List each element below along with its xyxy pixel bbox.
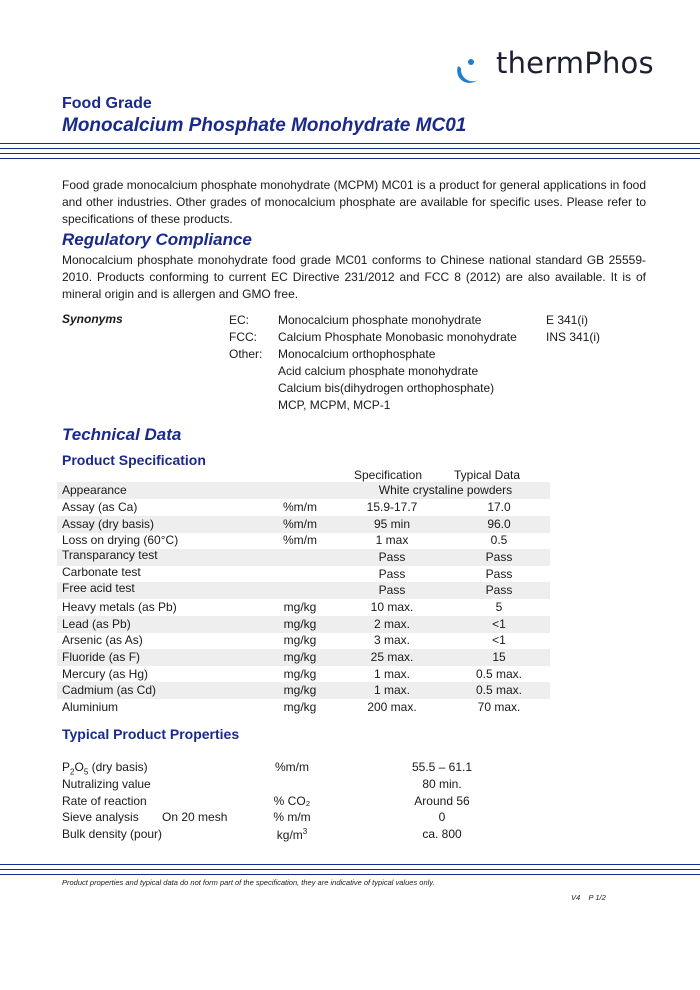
spec-limit: Pass <box>378 583 406 597</box>
spec-typical: 0.5 <box>490 533 508 547</box>
product-title: Monocalcium Phosphate Monohydrate MC01 <box>62 115 467 136</box>
property-unit: % m/m <box>273 810 311 824</box>
spec-unit: mg/kg <box>283 633 317 647</box>
spec-limit: 1 max <box>375 533 409 547</box>
header-rule <box>0 158 700 159</box>
technical-heading: Technical Data <box>62 425 182 444</box>
spec-name: Appearance <box>62 483 127 497</box>
spec-heading: Product Specification <box>62 452 206 468</box>
synonym-code: E 341(i) <box>546 313 589 327</box>
spec-name: Lead (as Pb) <box>62 617 131 631</box>
spec-typical: 15 <box>492 650 506 664</box>
table-row <box>57 516 550 533</box>
property-name: Rate of reaction <box>62 794 147 808</box>
footnote: Product properties and typical data do not form part of the specification, they are indicative of typical values only. <box>62 878 435 887</box>
synonym-row <box>0 313 700 330</box>
synonym-row <box>0 381 700 398</box>
spec-typical: 5 <box>495 600 503 614</box>
spec-limit: 2 max. <box>373 617 410 631</box>
spec-name: Mercury (as Hg) <box>62 667 149 681</box>
property-name: Nutralizing value <box>62 777 151 791</box>
property-unit: % CO₂ <box>273 794 311 808</box>
synonym-code: INS 341(i) <box>546 330 601 344</box>
synonym-row <box>0 364 700 381</box>
table-row <box>57 532 550 549</box>
column-header-specification: Specification <box>353 468 423 482</box>
spec-name: Transparancy test <box>62 548 158 562</box>
table-row <box>57 699 550 716</box>
spec-limit: Pass <box>378 550 406 564</box>
property-row <box>62 760 662 777</box>
spec-row-appearance <box>57 482 550 499</box>
spec-name: Carbonate test <box>62 565 141 579</box>
spec-limit: 3 max. <box>373 633 410 647</box>
spec-name: Free acid test <box>62 581 135 595</box>
spec-unit: mg/kg <box>283 600 317 614</box>
table-row <box>57 632 550 649</box>
category-heading: Food Grade <box>62 95 152 112</box>
spec-unit: mg/kg <box>283 683 317 697</box>
table-row <box>57 549 550 566</box>
header-rule <box>0 143 700 144</box>
version-page-number: V4 P 1/2 <box>571 893 606 902</box>
property-row <box>62 827 662 844</box>
table-row <box>57 616 550 633</box>
table-row <box>57 649 550 666</box>
spec-unit: %m/m <box>283 500 317 514</box>
footer-rule <box>0 869 700 870</box>
spec-limit: 200 max. <box>367 700 417 714</box>
synonym-key: Other: <box>229 347 263 361</box>
property-value: 55.5 – 61.1 <box>411 760 473 774</box>
spec-unit: mg/kg <box>283 667 317 681</box>
table-row <box>57 599 550 616</box>
spec-name: Arsenic (as As) <box>62 633 143 647</box>
spec-typical: 17.0 <box>487 500 511 514</box>
property-value: 0 <box>438 810 446 824</box>
spec-limit: 25 max. <box>370 650 414 664</box>
spec-name: Cadmium (as Cd) <box>62 683 157 697</box>
logo-wordmark: thermPhos <box>496 46 654 80</box>
table-row <box>57 682 550 699</box>
synonym-name: MCP, MCPM, MCP-1 <box>278 398 391 412</box>
spec-typical: 0.5 max. <box>475 683 523 697</box>
synonyms-label: Synonyms <box>62 312 123 326</box>
spec-unit: %m/m <box>283 517 317 531</box>
spec-limit: 1 max. <box>373 683 410 697</box>
spec-name: Assay (as Ca) <box>62 500 138 514</box>
spec-typical: <1 <box>492 617 506 631</box>
synonym-row <box>0 398 700 415</box>
properties-heading: Typical Product Properties <box>62 726 240 742</box>
synonym-key: EC: <box>229 313 250 327</box>
spec-unit: mg/kg <box>283 700 317 714</box>
property-name: Sieve analysis <box>62 810 139 824</box>
property-value: ca. 800 <box>422 827 462 841</box>
property-subname: On 20 mesh <box>162 810 228 824</box>
property-row <box>62 794 662 811</box>
spec-name: Heavy metals (as Pb) <box>62 600 177 614</box>
column-header-typical: Typical Data <box>453 468 521 482</box>
spec-name: Loss on drying (60°C) <box>62 533 179 547</box>
spec-typical: 70 max. <box>477 700 521 714</box>
spec-limit: 95 min <box>373 517 411 531</box>
synonym-row <box>0 330 700 347</box>
spec-value: White crystaline powders <box>378 483 513 497</box>
spec-typical: Pass <box>485 583 513 597</box>
thermphos-logo-icon <box>452 50 486 90</box>
property-unit: $kg/m^3$ <box>276 827 308 842</box>
footer-rule <box>0 864 700 865</box>
property-row <box>62 810 662 827</box>
spec-unit: %m/m <box>283 533 317 547</box>
synonym-name: Calcium Phosphate Monobasic monohydrate <box>278 330 517 344</box>
table-row <box>57 666 550 683</box>
spec-unit: mg/kg <box>283 650 317 664</box>
property-name: $P_2O_5$ (dry basis) <box>62 760 148 777</box>
spec-name: Assay (dry basis) <box>62 517 155 531</box>
spec-limit: 10 max. <box>370 600 414 614</box>
spec-typical: 0.5 max. <box>475 667 523 681</box>
regulatory-heading: Regulatory Compliance <box>62 230 252 249</box>
intro-paragraph: Food grade monocalcium phosphate monohydrate (MCPM) MC01 is a product for general applications in food and other industries. Other grades of monocalcium phosphate are available for specific uses. Please refer to specifications of these products. <box>62 178 646 226</box>
regulatory-paragraph: Monocalcium phosphate monohydrate food grade MC01 conforms to Chinese national standard GB 25559-2010. Products conforming to current EC Directive 231/2012 and FCC 8 (2012) are also available. It is of mineral origin and is allergen and GMO free. <box>62 253 646 301</box>
synonym-key: FCC: <box>229 330 257 344</box>
synonym-name: Monocalcium orthophosphate <box>278 347 436 361</box>
property-value: Around 56 <box>414 794 470 808</box>
property-row <box>62 777 662 794</box>
spec-name: Fluoride (as F) <box>62 650 141 664</box>
property-value: 80 min. <box>422 777 462 791</box>
spec-typical: 96.0 <box>487 517 511 531</box>
spec-name: Aluminium <box>62 700 119 714</box>
spec-typical: Pass <box>485 550 513 564</box>
synonym-name: Monocalcium phosphate monohydrate <box>278 313 482 327</box>
spec-limit: 15.9-17.7 <box>366 500 418 514</box>
synonym-row <box>0 347 700 364</box>
table-row <box>57 582 550 599</box>
spec-typical: Pass <box>485 567 513 581</box>
thermphos-logo <box>452 44 652 88</box>
spec-unit: mg/kg <box>283 617 317 631</box>
property-name: Bulk density (pour) <box>62 827 163 841</box>
header-rule <box>0 148 700 149</box>
spec-limit: Pass <box>378 567 406 581</box>
synonym-name: Acid calcium phosphate monohydrate <box>278 364 479 378</box>
synonym-name: Calcium bis(dihydrogen orthophosphate) <box>278 381 495 395</box>
spec-typical: <1 <box>492 633 506 647</box>
property-unit: %m/m <box>275 760 309 774</box>
table-row <box>57 499 550 516</box>
footer-rule <box>0 874 700 875</box>
spec-limit: 1 max. <box>373 667 410 681</box>
header-rule <box>0 153 700 154</box>
